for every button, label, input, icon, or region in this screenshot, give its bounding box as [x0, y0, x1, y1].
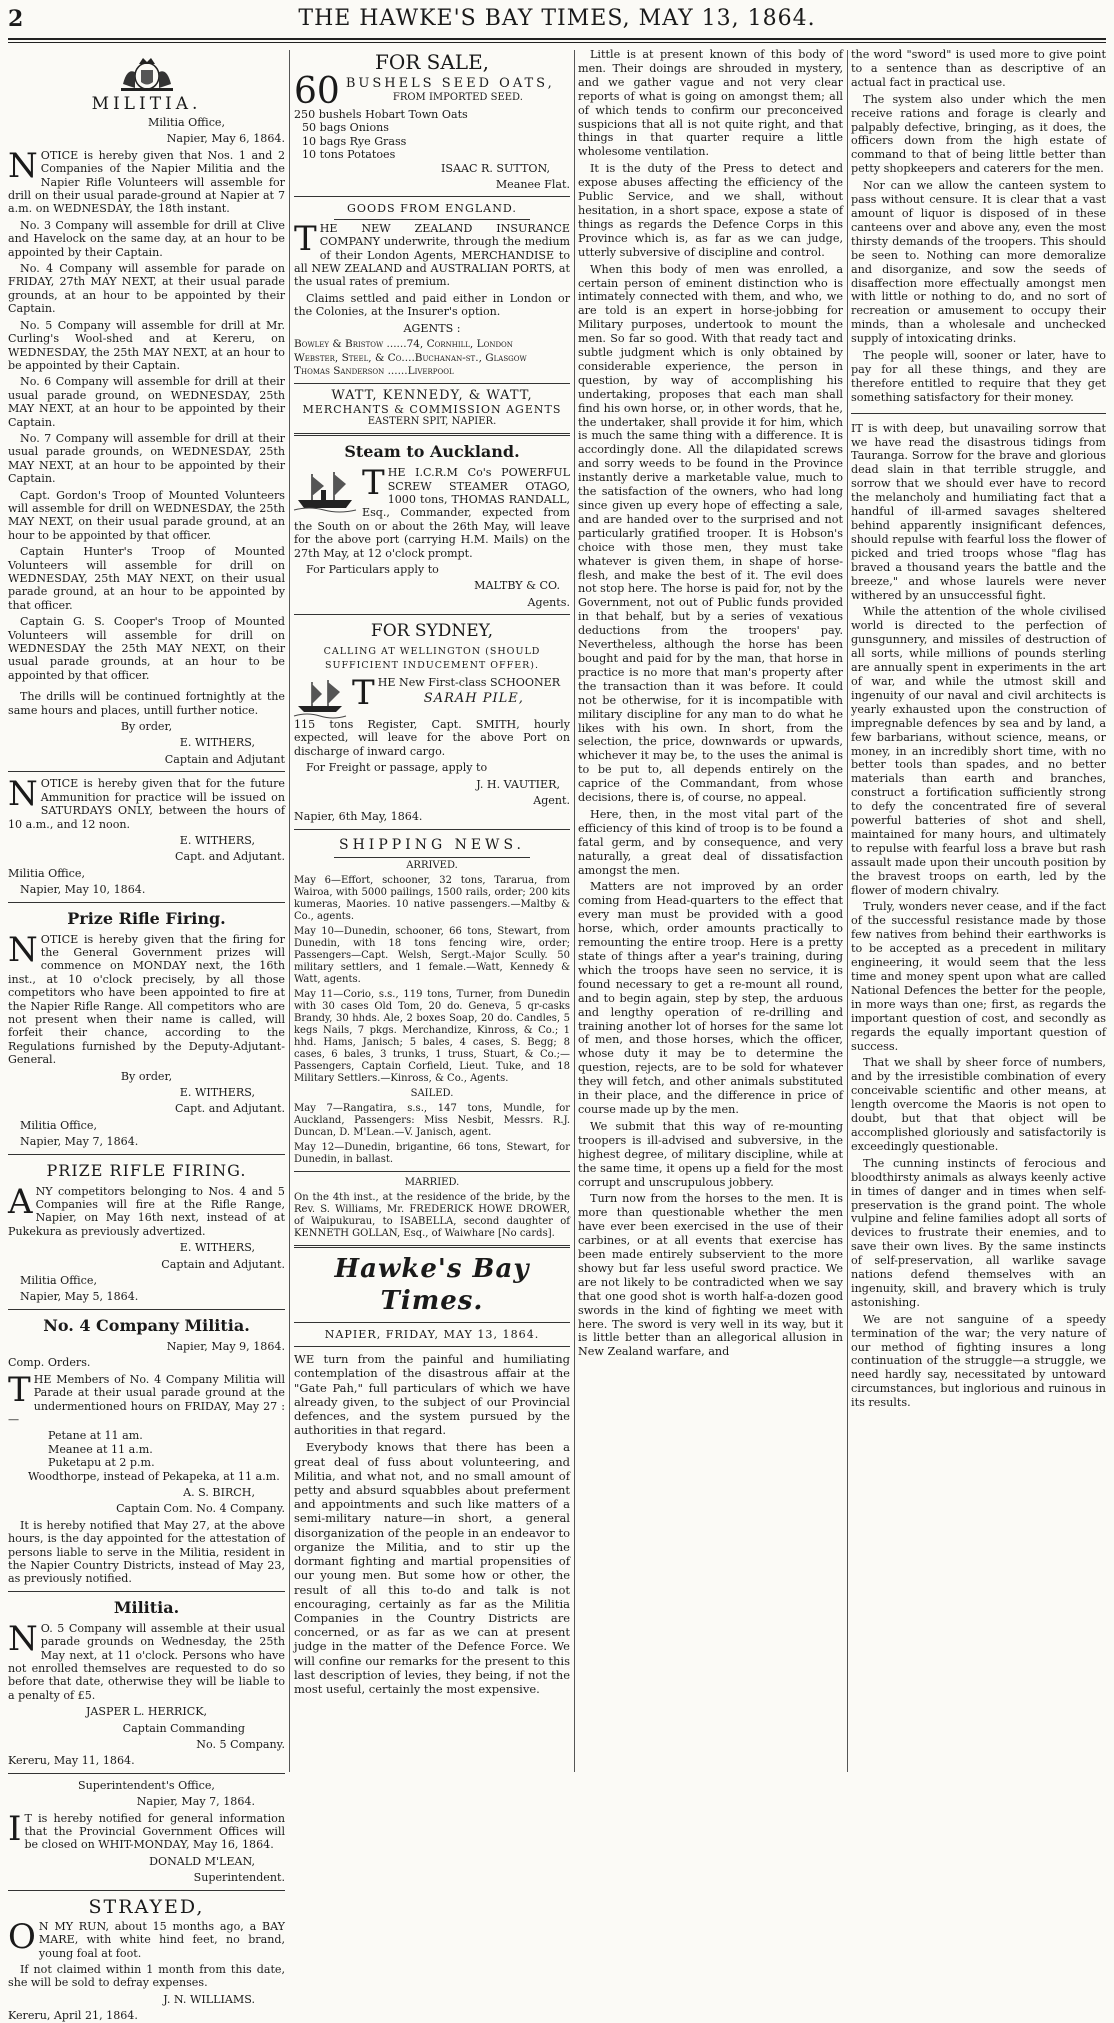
- signer: A. S. BIRCH,: [183, 1485, 255, 1499]
- goods-notice: THE NEW ZEALAND INSURANCE COMPANY underwrite, through the medium of their London Agents, MERCHANDISE to all NEW ZEALAND and AUSTRALIAN PORTS, at the usual rates of premium.: [294, 218, 570, 289]
- divider: [8, 1309, 285, 1310]
- agents-label: AGENTS :: [403, 321, 461, 335]
- parade-time: Petane at 11 am.: [48, 1429, 143, 1443]
- militia-date: Napier, May 6, 1864.: [166, 132, 285, 146]
- divider: [294, 196, 570, 197]
- place-date: Napier, May 10, 1864.: [20, 883, 146, 897]
- place-date: Kereru, May 11, 1864.: [8, 1754, 135, 1768]
- divider: [8, 1890, 285, 1891]
- by-order: By order,: [120, 1069, 173, 1083]
- sydney-text: 115 tons Register, Capt. SMITH, hourly expected, will leave for the above Port on discharge of inward cargo.: [294, 718, 570, 758]
- super-notice: I T is hereby notified for general information that the Provincial Government Offices will be closed on WHIT-MONDAY, May 16, 1864.: [8, 1808, 285, 1852]
- divider: [8, 902, 285, 903]
- signer-title: Agents.: [527, 595, 570, 609]
- editorial-para: Nor can we allow the canteen system to pass without censure. It is clear that a vast amount of liquor is disposed of in these canteens over and above any, even the most thirsty demands of the troopers. This should be seen to. Nothing can more demoralize and disorganize, and sow the seeds of disaffection more effectually amongst men with little or nothing to do, and no sort of recreation or amusement to occupy their minds, than a wholesale and unchecked supply of intoxicating drinks.: [851, 179, 1106, 346]
- editorial-para: Truly, wonders never cease, and if the fact of the successful resistance made by those few natives from behind their earthworks is to be accepted as a precedent in military engineering, it would seem that the less time and money spent upon what are called National Defences the better for the people, in more ways than one; first, as regards the important question of cost, and secondly as regards the equally important question of success.: [851, 900, 1106, 1053]
- divider: [334, 219, 530, 220]
- signer-title: Captain Commanding: [122, 1721, 245, 1735]
- office: Superintendent's Office,: [78, 1778, 215, 1792]
- signer-title: Capt. and Adjutant.: [174, 850, 285, 864]
- married-notice: On the 4th inst., at the residence of the bride, by the Rev. S. Williams, Mr. FREDERICK HOWE DROWER, of Waipukurau, to ISABELLA, second daughter of KENNETH GOLLAN, Esq., of Waiwhare [No cards].: [294, 1191, 570, 1239]
- place-date: Napier, May 7, 1864.: [20, 1135, 139, 1149]
- place-date: Napier, May 5, 1864.: [20, 1290, 139, 1304]
- signer: E. WITHERS,: [179, 736, 255, 750]
- editorial-para: While the attention of the whole civilised world is directed to the perfection of gunsgunnery, and missiles of destruction of all sorts, while millions of pounds sterling are annually spent in experiments in the art of war, and while the utmost skill and ingenuity of our naval and civil architects is yearly exhausted upon the construction of impregnable defences by sea and by land, a few barbarians, without science, means, or money, in an incredibly short time, with no better tools than spades, and no better materials than earth and branches, construct a fortification sufficiently strong to defy the concentrated fire of several powerful batteries of shot and shell, maintained for many hours, and ultimately to repulse with fearful loss a brave but rash assault made upon their uncouth position by the bravest troops on earth, led by the flower of modern chivalry.: [851, 605, 1106, 897]
- married-label: MARRIED.: [404, 1176, 460, 1188]
- parade-time: Puketapu at 2 p.m.: [48, 1456, 155, 1470]
- office: Militia Office,: [20, 1118, 97, 1132]
- signer: E. WITHERS,: [179, 833, 255, 847]
- office: Militia Office,: [20, 1274, 97, 1288]
- signer: E. WITHERS,: [179, 1086, 255, 1099]
- militia-para: No. 6 Company will assemble for drill at their usual parade ground, on WEDNESDAY, 25th MAY NEXT, at an hour to be appointed by their Captain.: [8, 375, 285, 429]
- militia-para: Captain Hunter's Troop of Mounted Volunteers will assemble for drill on WEDNESDAY, 25th MAY NEXT, on their usual parade ground, at an hour to be appointed by that officer.: [8, 545, 285, 612]
- militia-para: No. 4 Company will assemble for parade on FRIDAY, 27th MAY NEXT, at their usual parade grounds, at an hour to be appointed by their Captain.: [8, 262, 285, 316]
- comp-orders: Comp. Orders.: [8, 1356, 91, 1370]
- parade-time: Meanee at 11 a.m.: [48, 1442, 153, 1456]
- signer-title: Captain and Adjutant.: [161, 1257, 285, 1271]
- page-number: 2: [8, 6, 24, 32]
- agent-line: Thomas Sanderson ......Liverpool: [294, 364, 454, 377]
- for-sale-heading: FOR SALE,: [374, 50, 490, 74]
- goods-text: Claims settled and paid either in London or the Colonies, at the Insurer's option.: [294, 291, 570, 319]
- editorial-para: IT is with deep, but unavailing sorrow that we have read the disastrous tidings from Tauranga. Sorrow for the brave and glorious dead slain in that terrible struggle, and sorrow that we should ever have to record the melancholy and humiliating fact that a handful of ill-armed savages sheltered behind apparently insignificant defences, should repulse with fearful loss the flower of picked and tried troops whose "flag has braved a thousand years the battle and the breeze," and whose laurels were never withered by an unsuccessful fight.: [851, 421, 1106, 602]
- place-date: Napier, May 7, 1864.: [136, 1795, 255, 1809]
- signer: JASPER L. HERRICK,: [85, 1705, 208, 1719]
- signer-title: Capt. and Adjutant.: [174, 1102, 285, 1116]
- militia-para: The drills will be continued fortnightly at the same hours and places, untill further notice.: [8, 690, 285, 717]
- signer: DONALD M'LEAN,: [149, 1854, 255, 1868]
- column-separator: [574, 50, 575, 1772]
- editorial-para: Everybody knows that there has been a great deal of fuss about volunteering, and Militia, and what not, and no small amount of petty and absurd squabbles about preferment and appointments and such like matters of a semi-military nature—in short, a general disorganization of the people in an endeavor to organize the Militia, and to stir up the dormant fighting and martial propensities of our young men. But some how or other, the result of all this to-do and talk is not encouraging, certainly as far as the Militia Companies in the Country Districts are concerned, or as far as we can at present judge in the matter of the Defence Force. We will confine our remarks for the present to this last description of levies, they being, if not the most useful, certainly the most expensive.: [294, 1440, 570, 1696]
- place-date: Kereru, April 21, 1864.: [8, 2009, 138, 2023]
- strayed-heading: STRAYED,: [88, 1895, 205, 1918]
- sailed-label: SAILED.: [410, 1087, 454, 1099]
- editorial-para: We submit that this way of re-mounting troopers is ill-advised and subversive, in the highest degree, of military discipline, while at the same time, it opens up a field for the most corrupt and unscrupulous jobbery.: [578, 1119, 843, 1189]
- militia-2-heading: Militia.: [113, 1597, 180, 1617]
- divider: [294, 433, 570, 436]
- steam-heading: Steam to Auckland.: [344, 442, 520, 462]
- watt-desc: MERCHANTS & COMMISSION AGENTS: [302, 402, 562, 416]
- divider: [294, 614, 570, 615]
- divider: [294, 1245, 570, 1248]
- watt-place: EASTERN SPIT, NAPIER.: [367, 416, 497, 428]
- signer-title: Agent.: [533, 794, 570, 808]
- ship-name: SARAH PILE,: [423, 691, 524, 707]
- divider: [294, 383, 570, 384]
- divider: [334, 857, 530, 858]
- notice-text: It is hereby notified that May 27, at the above hours, is the day appointed for the attestation of persons liable to serve in the Militia, resident in the Napier Country Districts, instead of May 23, as previously notified.: [8, 1518, 285, 1586]
- prize-notice-2: ANY competitors belonging to Nos. 4 and 5 Companies will fire at the Rifle Range, Napier, on May 16th next, instead of at Pukekura as previously advertized.: [8, 1181, 285, 1238]
- no4-notice: THE Members of No. 4 Company Militia will Parade at their usual parade ground at the undermentioned hours on FRIDAY, May 27 :—: [8, 1369, 285, 1426]
- prize-heading: Prize Rifle Firing.: [67, 908, 226, 928]
- paper-title: Hawke's Bay Times.: [334, 1253, 530, 1316]
- editorial-para: The people will, sooner or later, have to pay for all these things, and they are therefore entitled to require that they get something satisfactory for their money.: [851, 349, 1106, 404]
- militia-para: Capt. Gordon's Troop of Mounted Volunteers will assemble for drill on WEDNESDAY, the 25th MAY NEXT, on their usual parade ground, at an hour to be appointed by that officer.: [8, 488, 285, 542]
- divider: [294, 829, 570, 830]
- editorial-para: Turn now from the horses to the men. It is more than questionable whether the men have ever been exercised in the use of their carbines, or at all events that exercise has been made entirely subservient to the more showy but far less useful sword practice. We are not likely to be contradicted when we say that one good shot is worth half-a-dozen good swords in the kind of fighting we meet with here. The sword is very well in its way, but it is little better than an allegorical allusion in New Zealand warfare, and: [578, 1192, 843, 1359]
- signer-title: Captain Com. No. 4 Company.: [116, 1502, 285, 1516]
- sale-item: 50 bags Onions: [302, 121, 389, 135]
- signer: J. H. VAUTIER,: [476, 777, 560, 791]
- divider: [8, 1773, 285, 1774]
- editorial-para: The system also under which the men receive rations and forage is clearly and palpably defective, bringing, as it does, the officers down from the high estate of command to that of being little better than petty shopkeepers and caterers for the men.: [851, 92, 1106, 176]
- prize-heading-2: PRIZE RIFLE FIRING.: [46, 1160, 247, 1180]
- divider: [851, 413, 1106, 414]
- editorial-para: Little is at present known of this body of men. Their doings are shrouded in mystery, and we gather vague and not very clear reports of what is going on amongst them; all of which tends to confirm our preconceived suspicions that all is not quite right, and that things in that quarter require a little wholesome ventilation.: [578, 48, 843, 159]
- editorial-para: Here, then, in the most vital part of the efficiency of this kind of troop is to be found a fatal germ, and by consequence, and very naturally, a great deal of dissatisfaction amongst the men.: [578, 807, 843, 877]
- editorial-para: It is the duty of the Press to detect and expose abuses affecting the efficiency of the Public Service, and we shall, without hesitation, in a short space, expose a state of things as regards the Defence Corps in this Province which is, as far as we can judge, utterly subversive of discipline and control.: [578, 162, 843, 259]
- arrived-label: ARRIVED.: [406, 859, 458, 871]
- column-1: [8, 48, 285, 2023]
- divider: [8, 1154, 285, 1155]
- agent-line: Webster, Steel, & Co....Buchanan-st., Glasgow: [294, 351, 527, 364]
- divider: [8, 771, 285, 772]
- royal-crest-icon: [117, 54, 177, 92]
- strayed-notice: O N MY RUN, about 15 months ago, a BAY MARE, with white hind feet, no brand, young foal at foot.: [8, 1916, 285, 1960]
- shipping-entry: May 6—Effort, schooner, 32 tons, Tararua, from Wairoa, with 5000 pailings, 1500 rails, order; 200 kits kumeras, Maories. 10 native passengers.—Maltby & Co., agents.: [294, 874, 570, 922]
- editorial-para: The cunning instincts of ferocious and bloodthirsty animals as always keenly active in times of danger and in times when self-preservation is the grand point. The whole vulpine and feline families adopt all sorts of devices to frustrate their enemies, and to save their own lives. By the same instincts of self-preservation, all warlike savage nations defend themselves with an ingenuity, skill, and bravery which is truly astonishing.: [851, 1156, 1106, 1309]
- masthead-rule-thin: [8, 42, 1106, 43]
- sydney-heading: FOR SYDNEY,: [370, 621, 494, 642]
- place-date: Napier, 6th May, 1864.: [294, 810, 423, 824]
- prize-notice: NOTICE is hereby given that the firing for the General Government prizes will commence on MONDAY next, the 16th inst., at 10 o'clock precisely, by all those competitors who have been appointed to fire at the Napier Rifle Range. All competitors who are not present when their name is called, will forfeit their chance, according to the Regulations furnished by the Deputy-Adjutant-General.: [8, 929, 285, 1067]
- newspaper-title: THE HAWKE'S BAY TIMES, MAY 13, 1864.: [298, 6, 816, 31]
- signer-title: Captain and Adjutant: [164, 752, 285, 766]
- militia-heading: MILITIA.: [91, 94, 202, 114]
- sale-item: 10 bags Rye Grass: [302, 134, 407, 148]
- shipping-entry: May 7—Rangatira, s.s., 147 tons, Mundle, for Auckland, Passengers: Miss Nesbit, Messrs. R.J. Duncan, D. M'Lean.—V. Janisch, agent.: [294, 1102, 570, 1138]
- signer-title: No. 5 Company.: [196, 1738, 285, 1752]
- sydney-sub: CALLING AT WELLINGTON (SHOULD SUFFICIENT INDUCEMENT OFFER).: [323, 646, 541, 671]
- militia-para: Captain G. S. Cooper's Troop of Mounted Volunteers will assemble for drill on WEDNESDAY the 25th MAY NEXT, on their usual parade grounds, at an hour to be appointed by that officer.: [8, 615, 285, 682]
- column-3: [578, 48, 843, 1774]
- sydney-notice: THE New First-class SCHOONER: [352, 673, 561, 713]
- goods-heading: GOODS FROM ENGLAND.: [347, 202, 517, 216]
- ammunition-notice: NOTICE is hereby given that for the future Ammunition for practice will be issued on SATURDAYS ONLY, between the hours of 10 a.m., and 12 noon.: [8, 774, 285, 831]
- divider: [294, 1322, 570, 1323]
- militia-notice: NOTICE is hereby given that Nos. 1 and 2 Companies of the Napier Militia and the Napier Rifle Volunteers will assemble for drill on their usual parade-ground at Napier at 7 a.m. on WEDNESDAY, the 18th instant.: [8, 145, 285, 216]
- signer: J. N. WILLIAMS.: [163, 1992, 255, 2006]
- by-order: By order,: [120, 720, 173, 734]
- shipping-heading: SHIPPING NEWS.: [339, 836, 525, 853]
- dateline: NAPIER, FRIDAY, MAY 13, 1864.: [324, 1327, 540, 1341]
- agent-line: Bowley & Bristow ......74, Cornhill, London: [294, 338, 513, 351]
- editorial-para: When this body of men was enrolled, a certain person of eminent distinction who is intimately connected with them, and who, we are told is an expert in horse-jobbing for Military purposes, undertook to mount the men. So far so good. With that ready tact and subtle judgment which is only obtained by considerable experience, the person in question, by way of accomplishing his undertaking, proposes that each man shall find his own horse, or, in other words, that he, the undertaker, shall provide it for him, which is much the same thing with a difference. It is accordingly done. All the dilapidated screws and sorry weeds to be found in the Province instantly derive a marketable value, much to the satisfaction of the owners, who had long since given up every hope of effecting a sale, and are handed over to the surprised and not particularly gratified trooper. It is Hobson's choice with those men, they must take whatever is given them, in shape of horse-flesh, and make the best of it. The evil does not stop here. The horse is paid for, not by the Government, not out of Public funds provided in that behalf, but by a series of vexatious deductions from the troopers' pay. Nevertheless, although the horse has been bought and paid for by the man, that horse in practice is no more that man's property after the transaction than it was before. It could not be otherwise, for it is incompatible with military discipline for any man to do what he likes with his own. In short, from the selection, the price, downwards or upwards, whichever it may be, to the uses the animal is to be put to, all depends entirely on the caprice of the Commandant, from whose decisions, there is, of course, no appeal.: [578, 262, 843, 805]
- steam-notice: THE I.C.R.M Co's POWERFUL SCREW STEAMER OTAGO, 1000 tons, THOMAS RANDALL, Esq., Commander, expected from the South on or about the 26th May, will leave for the above port (carrying H.M. Mails) on the 27th May, at 12 o'clock prompt.: [294, 463, 570, 560]
- parade-time: Woodthorpe, instead of Pekapeka, at 11 a.m.: [28, 1469, 280, 1483]
- signer: MALTBY & CO.: [474, 579, 560, 593]
- sydney-text: For Freight or passage, apply to: [306, 761, 488, 775]
- divider: [294, 1171, 570, 1172]
- militia-para: No. 5 Company will assemble for drill at Mr. Curling's Wool-shed and at Kereru, on WEDNESDAY, the 25th MAY NEXT, at an hour to be appointed by their Captain.: [8, 318, 285, 372]
- signer-title: Superintendent.: [193, 1871, 285, 1885]
- column-separator: [847, 50, 848, 1772]
- militia-office: Militia Office,: [148, 116, 225, 129]
- signer-place: Meanee Flat.: [495, 178, 570, 192]
- editorial-para: We are not sanguine of a speedy termination of the war; the very nature of our method of fighting insures a long continuation of the struggle—a struggle, we need hardly say, necessitated by untoward circumstances, but inglorious and ruinous in its results.: [851, 1312, 1106, 1410]
- steam-text: For Particulars apply to: [306, 562, 439, 576]
- notice-text: If not claimed within 1 month from this date, she will be sold to defray expenses.: [8, 1962, 285, 1990]
- shipping-entry: May 12—Dunedin, brigantine, 66 tons, Stewart, for Dunedin, in ballast.: [294, 1141, 570, 1165]
- no4-heading: No. 4 Company Militia.: [43, 1315, 250, 1335]
- militia-para: No. 3 Company will assemble for drill at Clive and Havelock on the same day, at an hour to be appointed by their Captain.: [8, 218, 285, 259]
- editorial-para: That we shall by sheer force of numbers, and by the irresistible combination of every conceivable scientific and other means, at length overcome the Maoris is not open to doubt, but that that object will be accomplished gloriously and satisfactorily is exceedingly questionable.: [851, 1056, 1106, 1153]
- office: Militia Office,: [8, 866, 85, 880]
- steamship-icon: [294, 468, 356, 512]
- masthead: [0, 0, 1114, 48]
- divider: [294, 1346, 570, 1347]
- place-date: Napier, May 9, 1864.: [166, 1339, 285, 1353]
- militia-para: No. 7 Company will assemble for drill at their usual parade grounds, on WEDNESDAY, 25th MAY NEXT, at an hour to be appointed by their Captain.: [8, 431, 285, 486]
- schooner-icon: [294, 678, 346, 718]
- shipping-entry: May 10—Dunedin, schooner, 66 tons, Stewart, from Dunedin, with 18 tons fencing wire, order; Passengers—Capt. Welsh, Sergt.-Major Scully. 50 military settlers, and 1 female.—Watt, Kennedy & Watt, agents.: [294, 925, 570, 985]
- signer: ISAAC R. SUTTON,: [441, 161, 550, 175]
- masthead-rule: [8, 38, 1106, 40]
- sale-item: 10 tons Potatoes: [302, 148, 396, 162]
- column-2: [294, 48, 570, 1774]
- watt-name: WATT, KENNEDY, & WATT,: [331, 388, 533, 404]
- column-separator: [289, 50, 290, 1772]
- column-4: [851, 48, 1106, 1774]
- divider: [8, 1591, 285, 1592]
- signer: E. WITHERS,: [179, 1241, 255, 1255]
- editorial-para: Matters are not improved by an order coming from Head-quarters to the effect that every man must be provided with a good horse, which, order amounts practically to remounting the entire troop. Here is a pretty state of things after a year's training, during which the troops have seen no service, it is found necessary to get a re-mount all round, and to begin again, step by step, the arduous and lengthy operation of re-drilling and training another lot of horses for the same lot of men, and those horses, which the officer, whose duty it may be to determine the question, rejects, are to be sold for whatever they will fetch, and other animals substituted in their place, and the difference in price of course made up by the men.: [578, 880, 843, 1116]
- shipping-entry: May 11—Corio, s.s., 119 tons, Turner, from Dunedin with 30 cases Old Tom, 20 do. Geneva, 5 qr-casks Brandy, 30 hhds. Ale, 2 boxes Soap, 20 do. Candles, 5 kegs Nails, 7 pkgs. Merchandize, Kinross, & Co.; 1 hhd. Hams, Janisch; 5 bales, 4 cases, S. Begg; 8 cases, 6 bales, 3 trunks, 1 truss, Stuart, & Co.;—Passengers, Captain Corfield, Lieut. Tuke, and 18 Military Settlers.—Kinross, & Co., Agents.: [294, 988, 570, 1084]
- militia-2-notice: N O. 5 Company will assemble at their usual parade grounds on Wednesday, the 25th May next, at 11 o'clock. Persons who have not enrolled themselves are requested to do so before that date, otherwise they will be liable to a penalty of £5.: [8, 1618, 285, 1702]
- editorial-para: the word "sword" is used more to give point to a sentence than as descriptive of an actual fact in practical use.: [851, 48, 1106, 89]
- for-sale-ad: 60 BUSHELS SEED OATS, FROM IMPORTED SEED.: [294, 71, 555, 112]
- editorial-para: WE turn from the painful and humiliating contemplation of the disastrous affair at the "Gate Pah," full particulars of which we have already given, to the subject of our Provincial defences, and the system pursued by the authorities in that regard.: [294, 1352, 570, 1438]
- sale-item: 250 bushels Hobart Town Oats: [294, 108, 468, 121]
